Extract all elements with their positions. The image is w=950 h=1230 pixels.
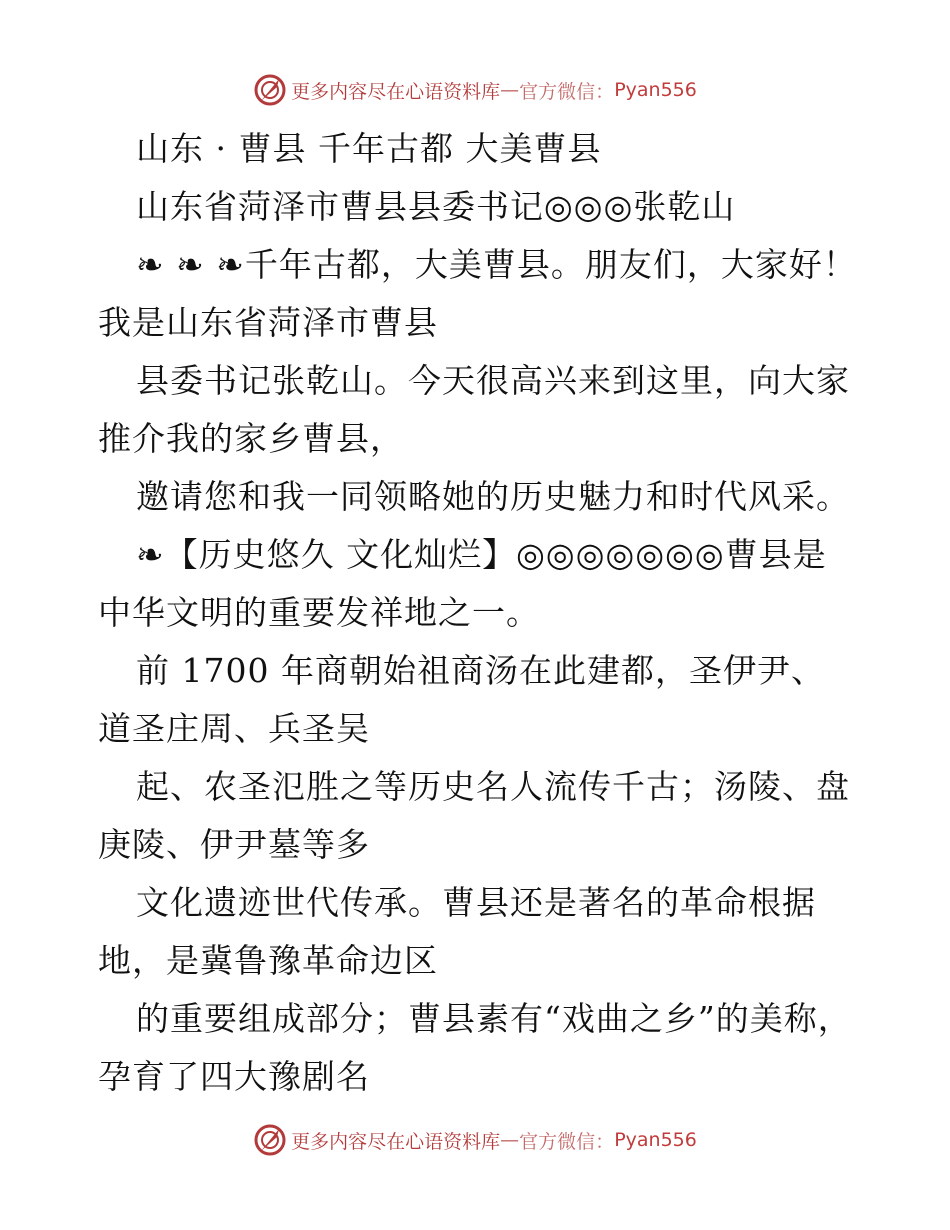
watermark-text: 更多内容尽在心语资料库 xyxy=(291,1130,501,1153)
watermark-official-label: 官方微信： xyxy=(519,1130,615,1153)
paragraph: 前 1700 年商朝始祖商汤在此建都，圣伊尹、道圣庄周、兵圣吴 xyxy=(98,651,825,748)
paragraph-title: 山东 · 曹县 千年古都 大美曹县 xyxy=(136,129,602,168)
paragraph-author: 山东省菏泽市曹县县委书记◎◎◎张乾山 xyxy=(136,187,736,226)
paragraph: 起、农圣氾胜之等历史名人流传千古；汤陵、盘庚陵、伊尹墓等多 xyxy=(98,767,850,864)
paragraph: ❧ ❧ ❧千年古都，大美曹县。朋友们，大家好！我是山东省菏泽市曹县 xyxy=(98,245,857,342)
paragraph: 邀请您和我一同领略她的历史魅力和时代风采。 xyxy=(136,477,850,516)
quill-seal-logo-icon xyxy=(253,1123,287,1157)
paragraph: 县委书记张乾山。今天很高兴来到这里，向大家推介我的家乡曹县， xyxy=(98,361,850,458)
document-body xyxy=(98,120,858,1106)
paragraph: 文化遗迹世代传承。曹县还是著名的革命根据地，是冀鲁豫革命边区 xyxy=(98,883,816,980)
paragraph: 的重要组成部分；曹县素有“戏曲之乡”的美称，孕育了四大豫剧名 xyxy=(98,999,852,1096)
watermark-account: Pyan556 xyxy=(614,79,697,101)
footer-watermark xyxy=(0,1120,950,1160)
watermark-separator: — xyxy=(500,79,520,101)
quill-seal-logo-icon xyxy=(253,73,287,107)
paragraph: ❧【历史悠久 文化灿烂】◎◎◎◎◎◎◎曹县是中华文明的重要发祥地之一。 xyxy=(98,535,827,632)
watermark-official-label: 官方微信： xyxy=(519,80,615,103)
watermark-account: Pyan556 xyxy=(614,1129,697,1151)
watermark-text: 更多内容尽在心语资料库 xyxy=(291,80,501,103)
header-watermark xyxy=(0,70,950,110)
watermark-separator: — xyxy=(500,1129,520,1151)
